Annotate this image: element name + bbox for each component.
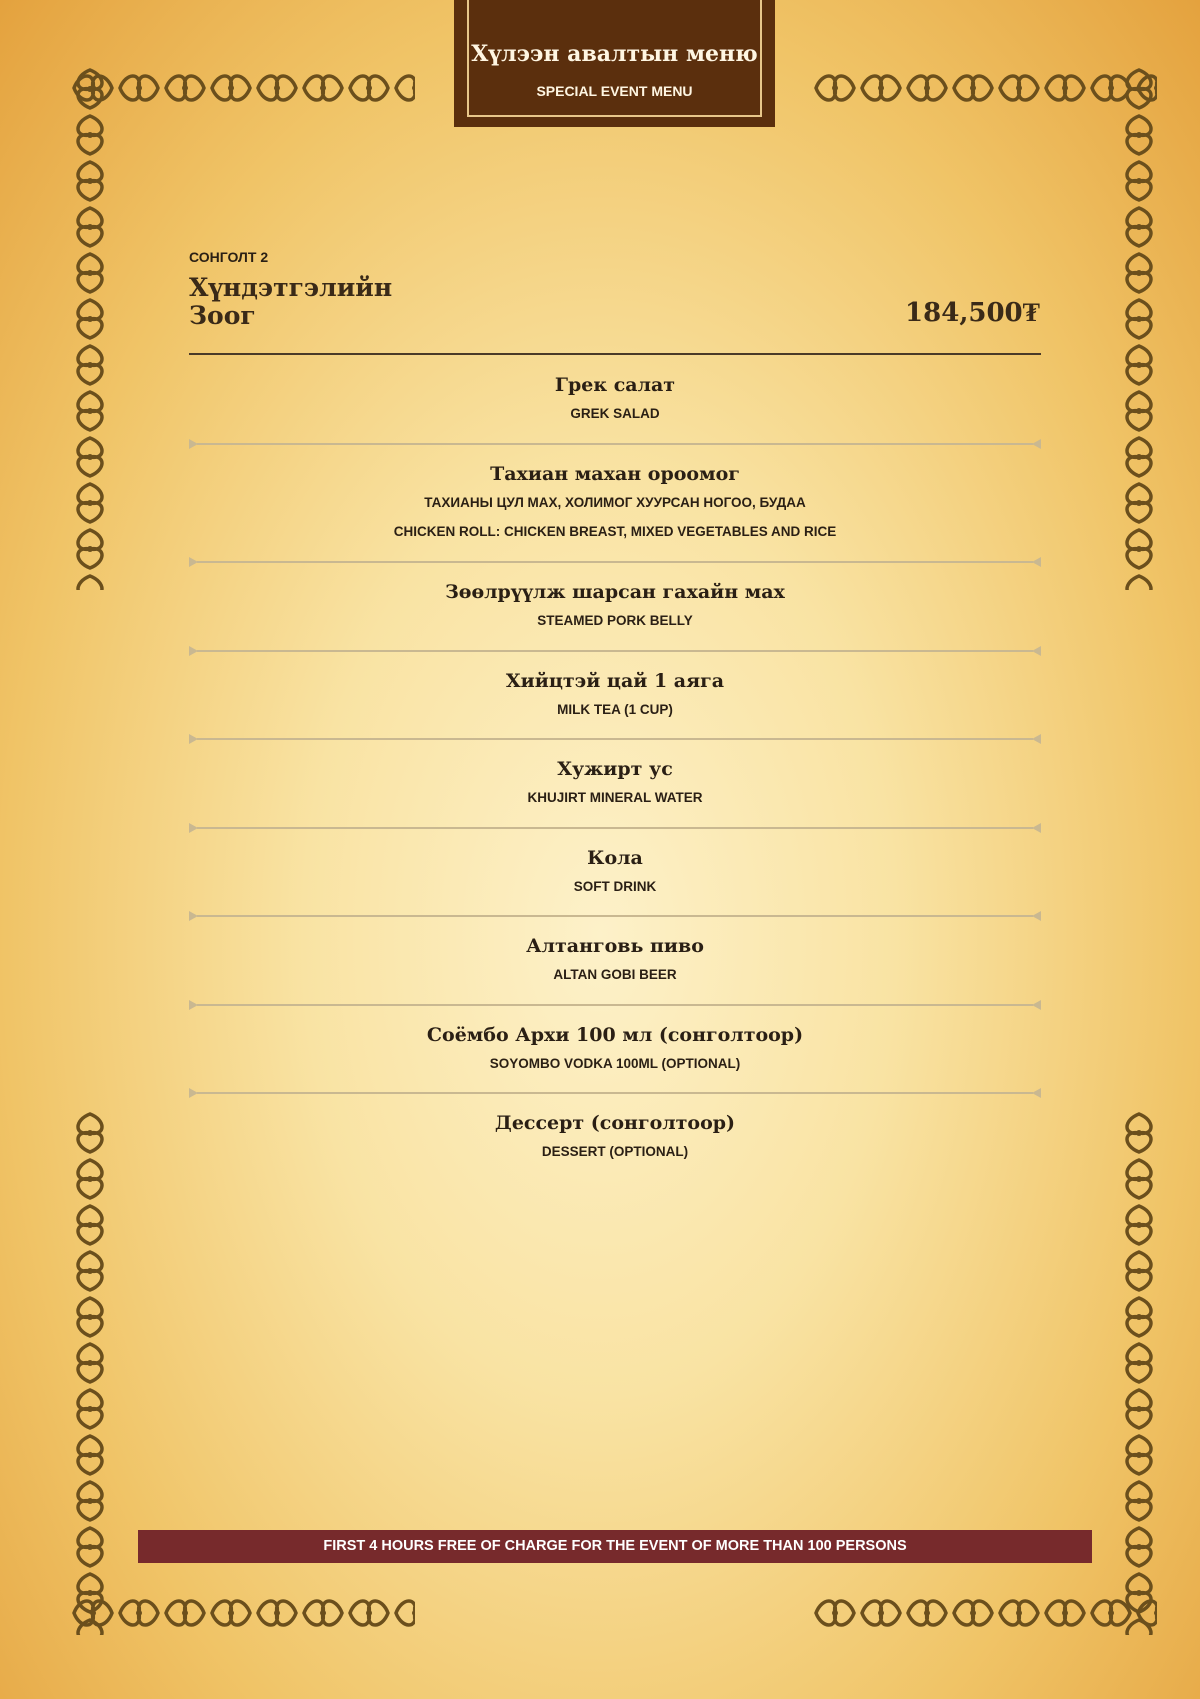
item-separator	[189, 557, 1041, 567]
set-title-line-1: Хүндэтгэлийн	[189, 273, 393, 302]
set-title	[189, 274, 509, 330]
menu-item	[189, 933, 1041, 989]
top-left-vertical-ornament-icon	[68, 66, 112, 590]
option-label: СОНГОЛТ 2	[189, 249, 269, 265]
menu-item-name: Дессерт (сонголтоор)	[494, 1112, 736, 1134]
menu-item-description: DESSERT (OPTIONAL)	[541, 1144, 689, 1159]
bottom-left-vertical-ornament-icon	[68, 1110, 112, 1635]
menu-item-name: Тахиан махан ороомог	[490, 463, 740, 485]
menu-item	[189, 756, 1041, 812]
menu-item	[189, 1022, 1041, 1078]
menu-item	[189, 372, 1041, 428]
bottom-left-horizontal-ornament-icon	[70, 1591, 415, 1635]
menu-item-name: Соёмбо Архи 100 мл (сонголтоор)	[426, 1024, 804, 1046]
menu-item-name: Алтанговь пиво	[526, 935, 704, 957]
menu-header-title: Хүлээн авалтын меню	[471, 41, 758, 67]
item-separator	[189, 646, 1041, 656]
set-price: 184,500₮	[905, 298, 1040, 328]
top-left-horizontal-ornament-icon	[70, 66, 415, 110]
menu-item-name: Кола	[587, 847, 643, 869]
menu-item-description: ТАХИАНЫ ЦУЛ МАХ, ХОЛИМОГ ХУУРСАН НОГОО, БУДАА	[424, 495, 806, 510]
title-divider	[189, 353, 1041, 355]
bottom-right-horizontal-ornament-icon	[812, 1591, 1157, 1635]
menu-item-name: Зөөлрүүлж шарсан гахайн мах	[445, 581, 785, 603]
menu-item-description: STEAMED PORK BELLY	[537, 613, 693, 628]
menu-item-description: GREK SALAD	[570, 406, 660, 421]
menu-item	[189, 845, 1041, 901]
item-separator	[189, 1088, 1041, 1098]
set-title-line-2: Зоог	[189, 301, 256, 330]
menu-item	[189, 579, 1041, 635]
bottom-right-vertical-ornament-icon	[1117, 1110, 1161, 1635]
item-separator	[189, 439, 1041, 449]
menu-item-description: MILK TEA (1 CUP)	[557, 702, 673, 717]
menu-item-description: ALTAN GOBI BEER	[553, 967, 677, 982]
menu-item	[189, 1110, 1041, 1166]
menu-item-name: Хийцтэй цай 1 аяга	[505, 670, 725, 692]
item-separator	[189, 1000, 1041, 1010]
menu-header-subtitle: SPECIAL EVENT MENU	[536, 83, 693, 99]
menu-item-description: KHUJIRT MINERAL WATER	[527, 790, 703, 805]
top-right-horizontal-ornament-icon	[812, 66, 1157, 110]
top-right-vertical-ornament-icon	[1117, 66, 1161, 590]
menu-item	[189, 668, 1041, 724]
menu-item-description: SOYOMBO VODKA 100ML (OPTIONAL)	[489, 1056, 741, 1071]
menu-header	[454, 0, 775, 127]
item-separator	[189, 911, 1041, 921]
item-separator	[189, 734, 1041, 744]
menu-item-name: Грек салат	[554, 374, 676, 396]
menu-item-description: SOFT DRINK	[573, 879, 657, 894]
menu-item	[189, 461, 1041, 546]
menu-item-name: Хужирт ус	[557, 758, 673, 780]
item-separator	[189, 823, 1041, 833]
menu-header-frame	[467, 0, 762, 117]
footer-notice: FIRST 4 HOURS FREE OF CHARGE FOR THE EVENT OF MORE THAN 100 PERSONS	[138, 1530, 1092, 1563]
menu-item-description-english: CHICKEN ROLL: CHICKEN BREAST, MIXED VEGETABLES AND RICE	[393, 524, 837, 539]
